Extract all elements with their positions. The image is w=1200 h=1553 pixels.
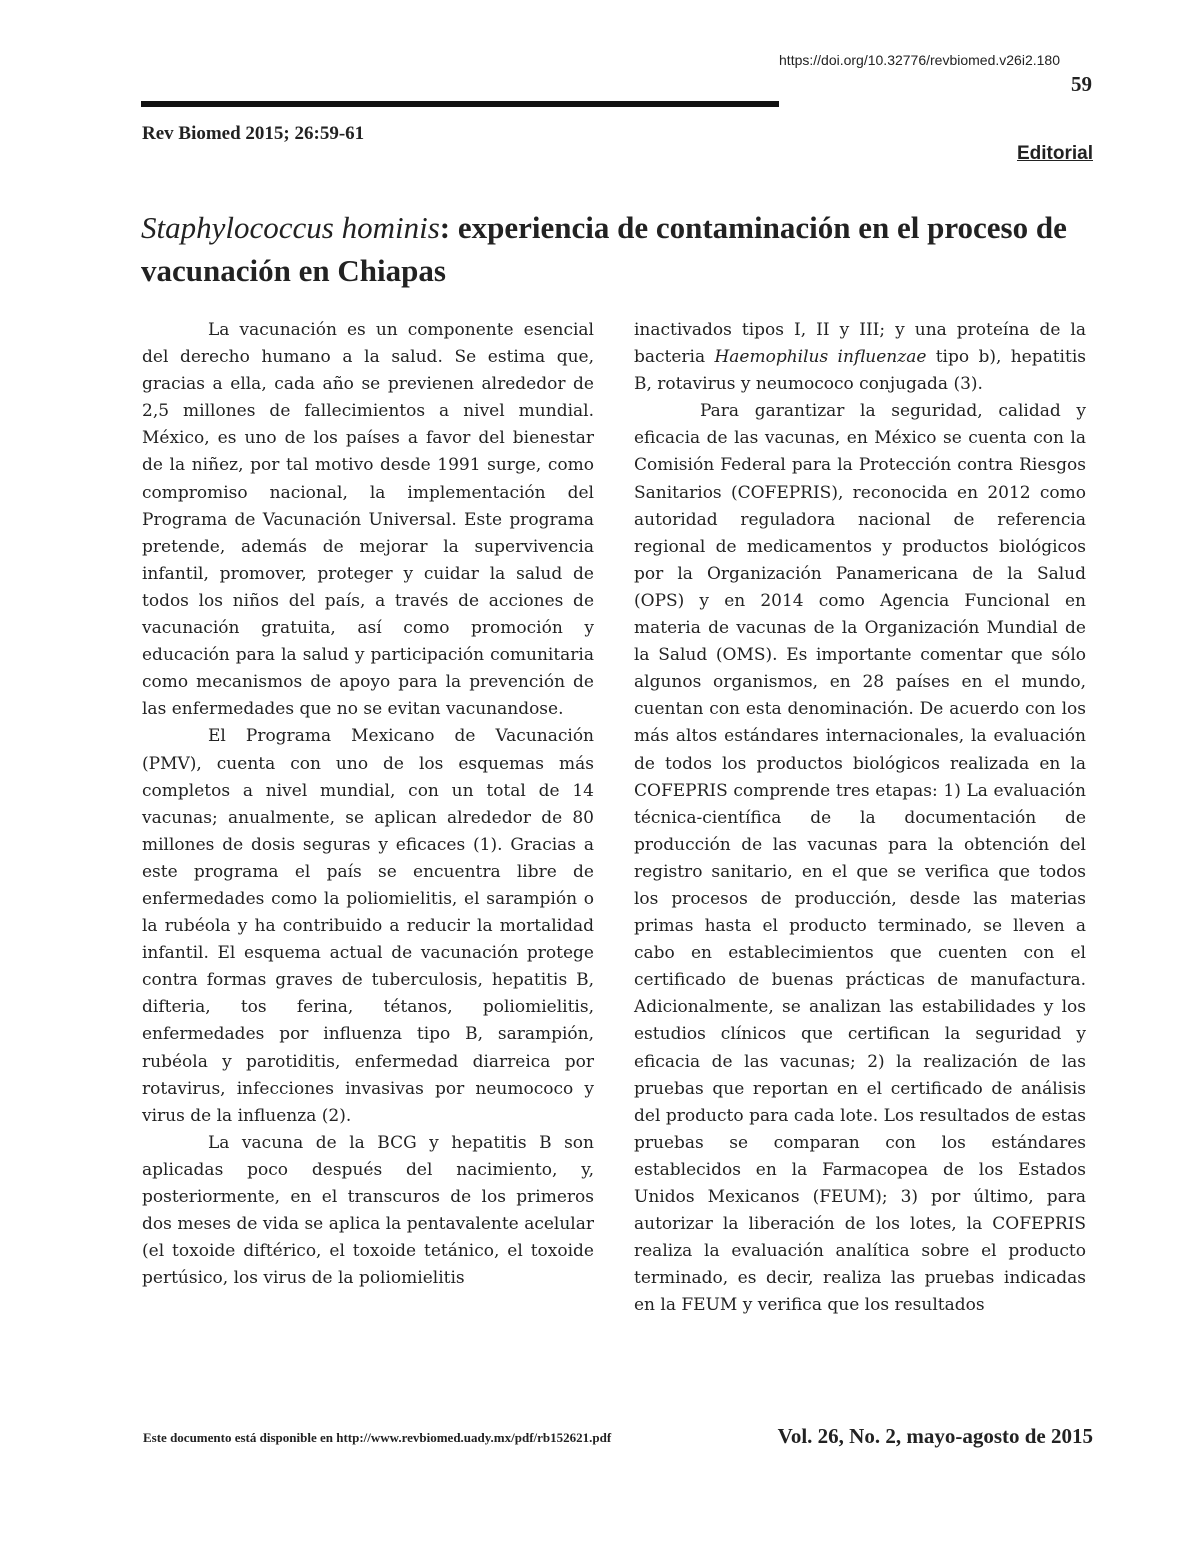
paragraph: La vacuna de la BCG y hepatitis B son aplicadas poco después del nacimiento, y, posteriormente, en el transcuros de los primeros dos meses de vida se aplica la pentavalente acelular (el toxoide diftérico, el toxoide tetánico, el toxoide pertúsico, los virus de la poliomielitis	[142, 1132, 594, 1289]
paragraph	[634, 317, 1086, 398]
article-title	[141, 206, 1093, 292]
species-name: Haemophilus influenzae	[714, 347, 927, 368]
doi-link[interactable]: https://doi.org/10.32776/revbiomed.v26i2.180	[779, 52, 1060, 68]
issue-footer: Vol. 26, No. 2, mayo-agosto de 2015	[777, 1424, 1093, 1448]
paragraph-text: inactivados tipos I, II y III; y una proteína de la bacteria	[634, 320, 1086, 368]
section-label: Editorial	[1016, 143, 1093, 164]
title-rest: : experiencia de contaminación en el proceso de vacunación en Chiapas	[141, 210, 1067, 288]
journal-citation: Rev Biomed 2015; 26:59-61	[142, 123, 365, 144]
paragraph-text: tipo b), hepatitis B, rotavirus y neumococo conjugada (3).	[634, 347, 1086, 395]
paragraph: El Programa Mexicano de Vacunación (PMV), cuenta con uno de los esquemas más completos a nivel mundial, con un total de 14 vacunas; anualmente, se aplican alrededor de 80 millones de dosis seguras y eficaces (1). Gracias a este programa el país se encuentra libre de enfermedades como la poliomielitis, el sarampión o la rubéola y ha contribuido a reducir la mortalidad infantil. El esquema actual de vacunación protege contra formas graves de tuberculosis, hepatitis B, difteria, tos ferina, tétanos, poliomielitis, enfermedades por influenza tipo B, sarampión, rubéola y parotiditis, enfermedad diarreica por rotavirus, infecciones invasivas por neumococo y virus de la influenza (2).	[142, 726, 594, 1126]
paragraph: Para garantizar la seguridad, calidad y eficacia de las vacunas, en México se cuenta con la Comisión Federal para la Protección contra Riesgos Sanitarios (COFEPRIS), reconocida en 2012 como autoridad reguladora nacional de referencia regional de medicamentos y productos biológicos por la Organización Panamericana de la Salud (OPS) y en 2014 como Agencia Funcional en materia de vacunas de la Organización Mundial de la Salud (OMS). Es importante comentar que sólo algunos organismos, en 28 países en el mundo, cuentan con esta denominación. De acuerdo con los más altos estándares internacionales, la evaluación de todos los productos biológicos realizada en la COFEPRIS comprende tres etapas: 1) La evaluación técnica-científica de la documentación de producción de las vacunas para la obtención del registro sanitario, en el que se verifica que todos los procesos de producción, desde las materias primas hasta el producto terminado, se lleven a cabo en establecimientos que cuenten con el certificado de buenas prácticas de manufactura. Adicionalmente, se analizan las estabilidades y los estudios clínicos que certifican la seguridad y eficacia de las vacunas; 2) la realización de las pruebas que reportan en el certificado de análisis del producto para cada lote. Los resultados de estas pruebas se comparan con los estándares establecidos en la Farmacopea de los Estados Unidos Mexicanos (FEUM); 3) por último, para autorizar la liberación de los lotes, la COFEPRIS realiza la evaluación analítica sobre el producto terminado, es decir, realiza las pruebas indicadas en la FEUM y verifica que los resultados	[634, 401, 1086, 1316]
page-number: 59	[1071, 72, 1092, 96]
header-rule	[141, 101, 779, 107]
paragraph: La vacunación es un componente esencial del derecho humano a la salud. Se estima que, gracias a ella, cada año se previenen alrededor de 2,5 millones de fallecimientos a nivel mundial. México, es uno de los países a favor del bienestar de la niñez, por tal motivo desde 1991 surge, como compromiso nacional, la implementación del Programa de Vacunación Universal. Este programa pretende, además de mejorar la supervivencia infantil, promover, proteger y cuidar la salud de todos los niños del país, a través de acciones de vacunación gratuita, así como promoción y educación para la salud y participación comunitaria como mecanismos de apoyo para la prevención de las enfermedades que no se evitan vacunandose.	[142, 320, 594, 720]
title-species: Staphylococcus hominis	[141, 210, 440, 245]
availability-note[interactable]: Este documento está disponible en http://www.revbiomed.uady.mx/pdf/rb152621.pdf	[143, 1430, 612, 1445]
body-column-right	[634, 317, 1086, 1319]
body-column-left	[142, 317, 594, 1292]
